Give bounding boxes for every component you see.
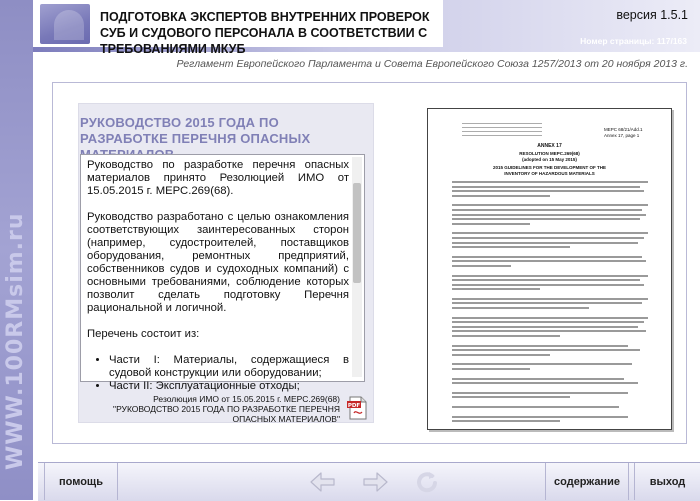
arrow-right-icon[interactable] [360, 468, 390, 496]
list-item: • Части II: Эксплуатационные отходы; [109, 380, 349, 393]
list-item: • Части I: Материалы, содержащиеся в судовой конструкции или оборудовании; [109, 354, 349, 380]
pdf-icon[interactable] [346, 396, 368, 420]
svg-text:PDF: PDF [347, 403, 361, 409]
refresh-icon[interactable] [412, 468, 442, 496]
paragraph: Руководство по разработке перечня опасных материалов принято Резолюцией ИМО от 15.05.2015 г. МЕРС.269(68). [87, 159, 349, 197]
exit-button[interactable]: выход [634, 463, 700, 500]
left-sidebar [0, 0, 33, 500]
preview-annex: ANNEX 17 [537, 143, 562, 149]
document-caption[interactable] [100, 394, 340, 424]
paragraph: Руководство разработано с целью ознакомления соответствующих заинтересованных сторон (например, судостроителей, поставщиков оборудования, ремонтных предприятий, собственников судов и судоходных компаний) с основными требованиями, соблюдение которых позволит сделать подготовку Перечня рациональной и логичной. [87, 211, 349, 314]
document-title: РУКОВОДСТВО 2015 ГОДА ПО РАЗРАБОТКЕ ПЕРЕЧНЯ ОПАСНЫХ [80, 115, 311, 146]
preview-code: MEPC 68/21/Add.1 Annex 17, page 1 [604, 127, 643, 138]
arrow-left-icon[interactable] [308, 468, 338, 496]
page-number: Номер страницы: 117/163 [580, 36, 687, 46]
contents-list [87, 354, 349, 393]
paragraph: Перечень состоит из: [87, 328, 200, 340]
document-page-preview[interactable] [427, 108, 672, 430]
regulation-subtitle: Регламент Европейского Парламента и Совета Европейского Союза 1257/2013 от 20 ноября 2013 г. [176, 58, 688, 70]
scrollbar-thumb[interactable] [353, 183, 361, 283]
preview-resolution: RESOLUTION MEPC.269(68) (adopted on 15 May 2015) [519, 151, 580, 162]
preview-heading: 2015 GUIDELINES FOR THE DEVELOPMENT OF THE INVENTORY OF HAZARDOUS MATERIALS [492, 165, 607, 176]
document-text [87, 159, 349, 393]
text-scrollbar[interactable] [352, 157, 362, 377]
caption-line: "РУКОВОДСТВО 2015 ГОДА ПО РАЗРАБОТКЕ ПЕРЕЧНЯ ОПАСНЫХ МАТЕРИАЛОВ" [113, 404, 340, 424]
version-label: версия 1.5.1 [616, 8, 688, 22]
course-logo [40, 4, 90, 44]
document-text-box[interactable] [80, 154, 365, 392]
sidebar-watermark: WWW.100RMsim.ru [3, 212, 28, 470]
course-title: ПОДГОТОВКА ЭКСПЕРТОВ ВНУТРЕННИХ ПРОВЕРОК СУБ И СУДОВОГО ПЕРСОНАЛА В СООТВЕТСТВИИ С ТРЕБОВАНИЯМИ МКУБ [100, 10, 430, 56]
contents-button[interactable]: содержание [545, 463, 629, 500]
help-button[interactable]: помощь [44, 463, 118, 500]
imo-header-lines [462, 123, 542, 137]
caption-line: Резолюция ИМО от 15.05.2015 г. МЕРС.269(68) [153, 394, 340, 404]
preview-body-text [452, 181, 648, 417]
